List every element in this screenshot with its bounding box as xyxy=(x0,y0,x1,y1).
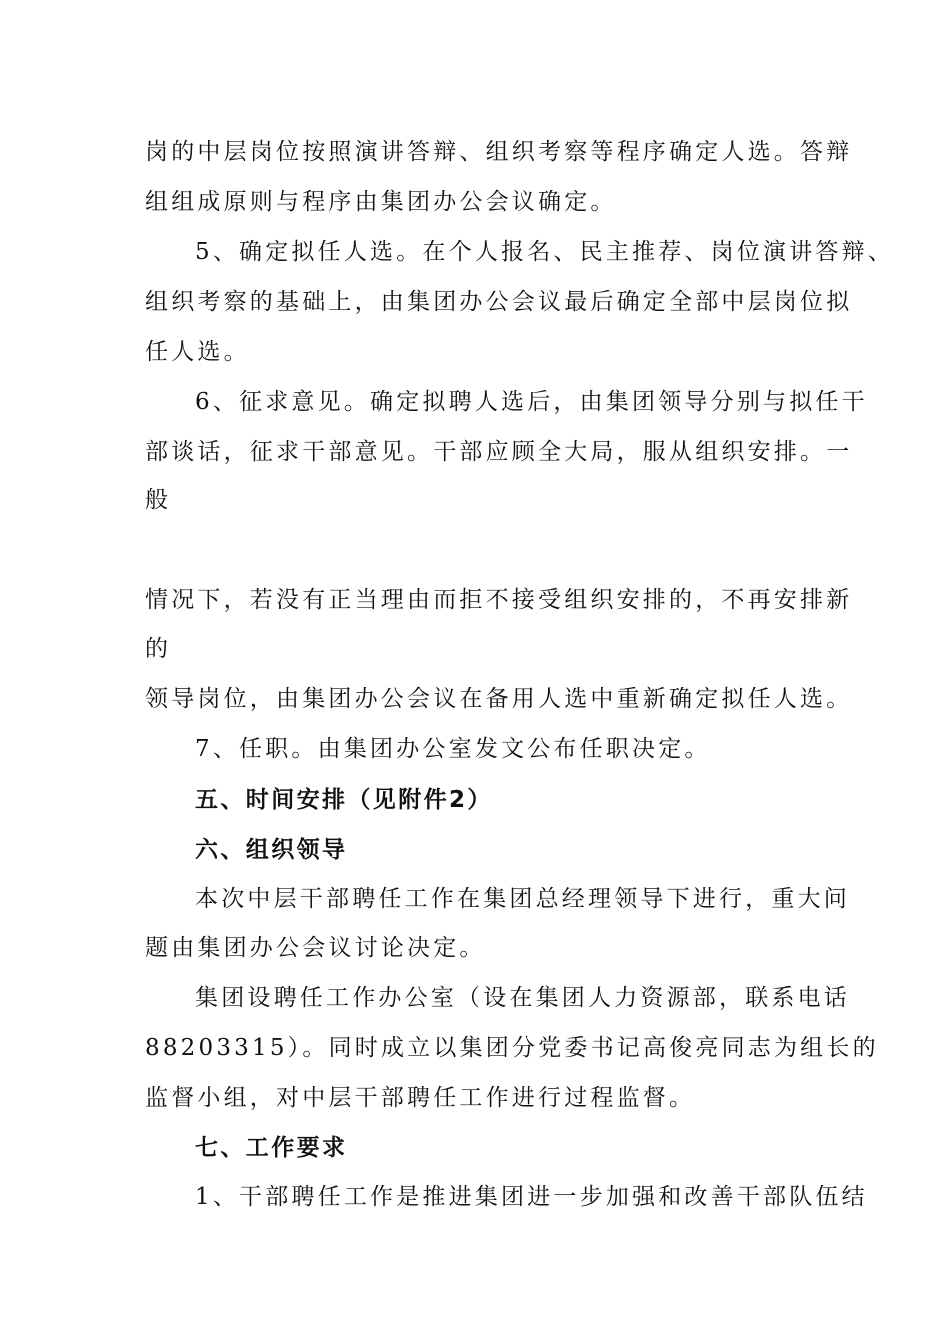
paragraph-line: 任人选。 xyxy=(145,339,250,365)
paragraph-line: 7、任职。由集团办公室发文公布任职决定。 xyxy=(195,736,711,762)
paragraph-line: 5、确定拟任人选。在个人报名、民主推荐、岗位演讲答辩、 xyxy=(195,239,895,265)
paragraph-line: 88203315）。同时成立以集团分党委书记高俊亮同志为组长的 xyxy=(145,1035,879,1061)
paragraph-line: 岗的中层岗位按照演讲答辩、组织考察等程序确定人选。答辩 xyxy=(145,139,853,165)
paragraph-line: 监督小组，对中层干部聘任工作进行过程监督。 xyxy=(145,1085,696,1111)
paragraph-line: 1、干部聘任工作是推进集团进一步加强和改善干部队伍结 xyxy=(195,1184,868,1210)
paragraph-line: 的 xyxy=(145,636,172,662)
section-heading: 五、时间安排（见附件2） xyxy=(195,787,493,813)
paragraph-line: 情况下，若没有正当理由而拒不接受组织安排的，不再安排新 xyxy=(145,587,853,613)
paragraph-line: 组组成原则与程序由集团办公会议确定。 xyxy=(145,189,617,215)
section-heading: 六、组织领导 xyxy=(195,837,348,863)
paragraph-line: 般 xyxy=(145,487,172,513)
paragraph-line: 组织考察的基础上，由集团办公会议最后确定全部中层岗位拟 xyxy=(145,289,853,315)
paragraph-line: 领导岗位，由集团办公会议在备用人选中重新确定拟任人选。 xyxy=(145,686,853,712)
paragraph-line: 本次中层干部聘任工作在集团总经理领导下进行，重大问 xyxy=(195,886,850,912)
paragraph-line: 6、征求意见。确定拟聘人选后，由集团领导分别与拟任干 xyxy=(195,389,868,415)
paragraph-line: 部谈话，征求干部意见。干部应顾全大局，服从组织安排。一 xyxy=(145,439,853,465)
paragraph-line: 题由集团办公会议讨论决定。 xyxy=(145,935,486,961)
paragraph-line: 集团设聘任工作办公室（设在集团人力资源部，联系电话 xyxy=(195,985,850,1011)
section-heading: 七、工作要求 xyxy=(195,1135,348,1161)
